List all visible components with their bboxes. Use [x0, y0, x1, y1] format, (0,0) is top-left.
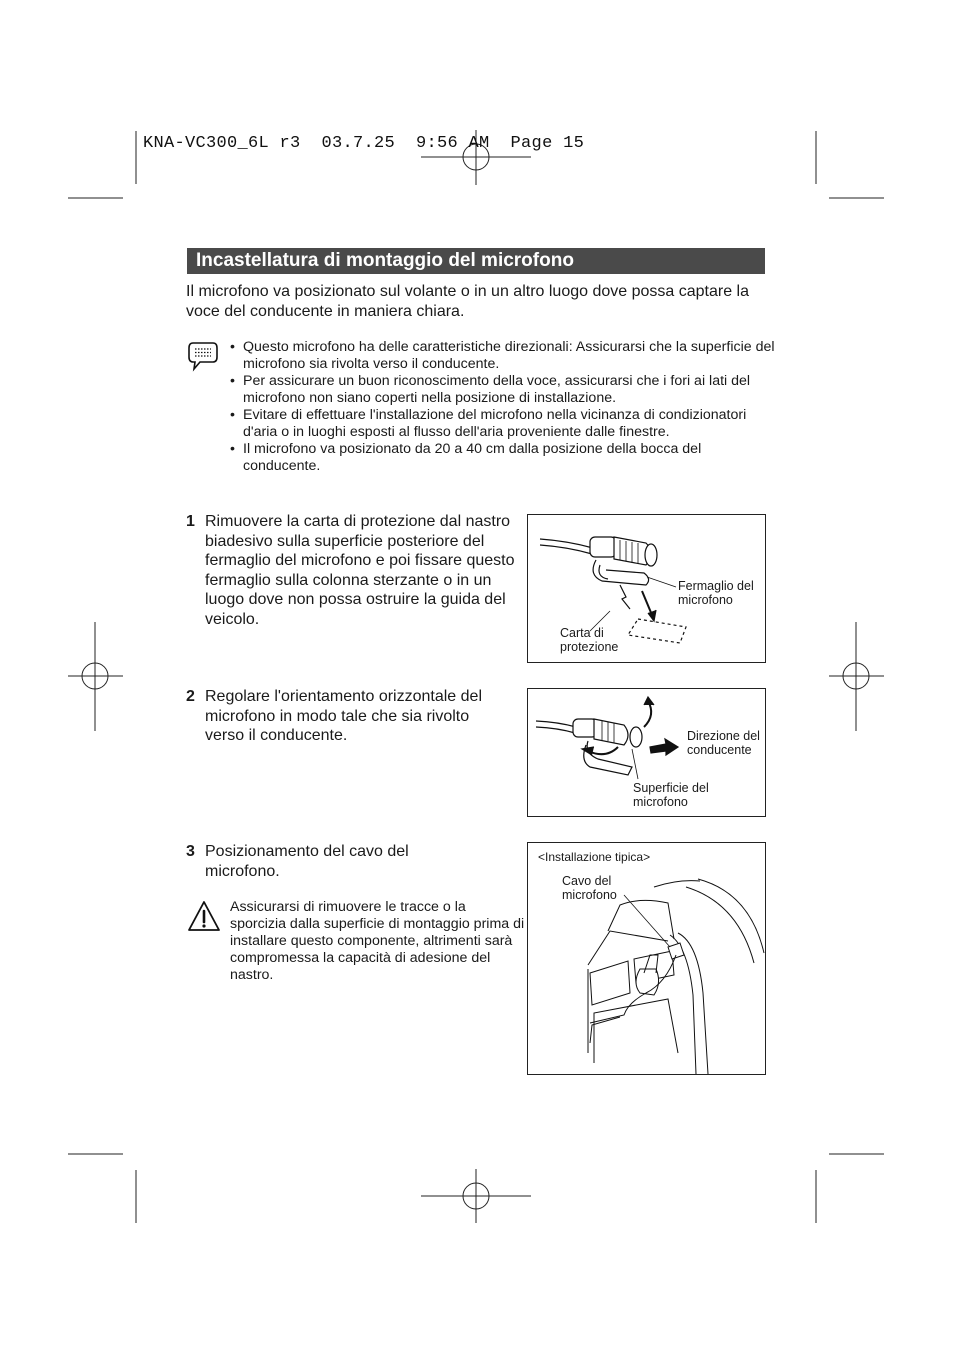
print-header: KNA-VC300_6L r3 03.7.25 9:56 AM Page 15	[143, 134, 585, 153]
section-title: Incastellatura di montaggio del microfono	[196, 250, 574, 271]
step-number: 1	[186, 513, 195, 530]
figure-caption: <Installazione tipica>	[538, 850, 651, 864]
step-2	[186, 687, 521, 747]
warning-icon	[187, 900, 221, 932]
figure-typical-installation	[527, 842, 766, 1075]
section-title-bar	[187, 248, 765, 274]
label-driver-direction: Direzione del conducente	[687, 729, 760, 757]
notes-list	[230, 339, 775, 475]
step-number: 2	[186, 688, 195, 705]
label-mic-cable: Cavo del microfono	[562, 874, 617, 902]
label-mic-surface: Superficie del microfono	[633, 781, 709, 809]
figure-mic-direction	[527, 688, 766, 817]
warning-text: Assicurarsi di rimuovere le tracce o la sporcizia dalla superficie di montaggio prima di installare questo componente, altrimenti sarà compromessa la capacità di adesione del nastro.	[230, 899, 525, 983]
step-text: Rimuovere la carta di protezione dal nastro biadesivo sulla superficie posteriore del fermaglio del microfono e poi fissare questo fermaglio sulla colonna sterzante o in un luogo dove non possa ostruire la guida del veicolo.	[205, 513, 515, 628]
step-text: Posizionamento del cavo del microfono.	[205, 843, 409, 880]
note-item: • Per assicurare un buon riconoscimento della voce, assicurarsi che i fori ai lati del microfono non siano coperti nella posizione di installazione.	[230, 373, 775, 407]
note-icon	[186, 340, 220, 372]
step-number: 3	[186, 843, 195, 860]
step-3	[186, 842, 521, 884]
step-text: Regolare l'orientamento orizzontale del microfono in modo tale che sia rivolto verso il conducente.	[205, 688, 482, 744]
label-clip: Fermaglio del microfono	[678, 579, 754, 607]
intro-paragraph: Il microfono va posizionato sul volante o in un altro luogo dove possa captare la voce del conducente in maniera chiara.	[186, 283, 750, 320]
note-item: • Questo microfono ha delle caratteristiche direzionali: Assicurarsi che la superficie del microfono sia rivolta verso il conducente.	[230, 339, 775, 373]
step-1	[186, 512, 521, 652]
label-protective-paper: Carta di protezione	[560, 626, 619, 654]
note-item: • Evitare di effettuare l'installazione del microfono nella vicinanza di condizionatori d'aria o in luoghi esposti al flusso dell'aria proveniente dalle finestre.	[230, 407, 775, 441]
note-item: • Il microfono va posizionato da 20 a 40 cm dalla posizione della bocca del conducente.	[230, 441, 775, 475]
figure-mic-clip	[527, 514, 766, 663]
